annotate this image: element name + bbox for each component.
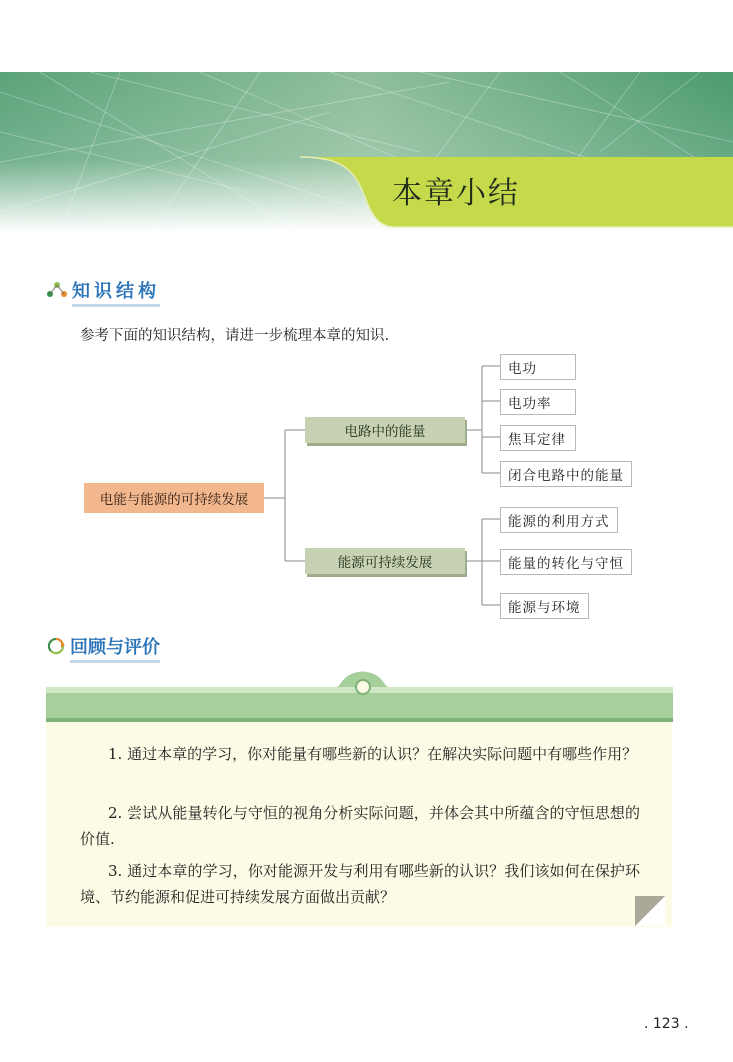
mindmap-leaf: 焦耳定律 <box>500 425 576 451</box>
review-heading <box>46 633 160 663</box>
mindmap-leaf: 电功率 <box>500 389 576 415</box>
mindmap-branch-sustainable-energy: 能源可持续发展 <box>305 548 465 574</box>
knowledge-heading-text: 知识结构 <box>72 277 160 307</box>
mindmap-leaf: 能源的利用方式 <box>500 507 618 533</box>
mindmap-branch-circuit-energy: 电路中的能量 <box>305 417 465 443</box>
review-question-2: 2. 尝试从能量转化与守恒的视角分析实际问题，并体会其中所蕴含的守恒思想的价值. <box>80 804 640 848</box>
review-question-1: 1. 通过本章的学习，你对能量有哪些新的认识？在解决实际问题中有哪些作用？ <box>108 745 638 763</box>
mindmap-root: 电能与能源的可持续发展 <box>84 483 264 513</box>
cycle-arrows-icon <box>46 636 66 660</box>
knowledge-intro: 参考下面的知识结构，请进一步梳理本章的知识. <box>80 328 390 344</box>
chapter-title: 本章小结 <box>392 176 520 211</box>
review-heading-text: 回顾与评价 <box>70 633 160 663</box>
page-number: . 123 . <box>644 1016 689 1032</box>
mindmap-leaf: 电功 <box>500 354 576 380</box>
mindmap-leaf: 能量的转化与守恒 <box>500 549 632 575</box>
review-card-header <box>46 665 673 725</box>
review-question-3: 3. 通过本章的学习，你对能源开发与利用有哪些新的认识？我们该如何在保护环境、节约能源和促进可持续发展方面做出贡献？ <box>80 862 640 906</box>
mindmap-leaf: 闭合电路中的能量 <box>500 461 632 487</box>
mindmap-leaf: 能源与环境 <box>500 593 589 619</box>
